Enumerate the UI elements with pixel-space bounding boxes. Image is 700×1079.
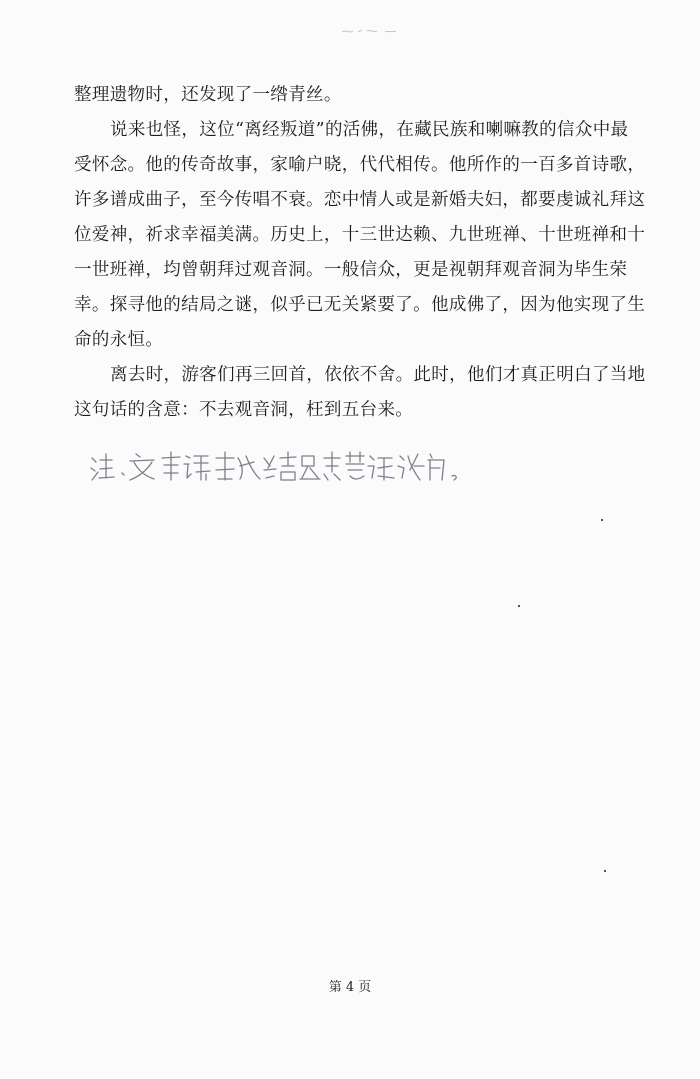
scan-speck [604,870,606,872]
paragraph-line: 离去时，游客们再三回首，依依不舍。此时，他们才真正明白了当地 [110,365,646,385]
faint-header-mark [340,26,400,36]
paragraph-line: 这句话的含意：不去观音洞，枉到五台来。 [74,400,414,420]
paragraph-line: 幸。探寻他的结局之谜，似乎已无关紧要了。他成佛了，因为他实现了生 [74,295,646,315]
paragraph-line: 整理遗物时，还发现了一绺青丝。 [74,85,342,105]
body-text [74,78,646,428]
paragraph-line: 说来也怪，这位“离经叛道”的活佛，在藏民族和喇嘛教的信众中最 [110,120,629,140]
paragraph-line: 一世班禅，均曾朝拜过观音洞。一般信众，更是视朝拜观音洞为毕生荣 [74,260,628,280]
scan-speck [601,519,603,521]
scan-speck [518,605,520,607]
paragraph-line: 许多谱成曲子，至今传唱不衰。恋中情人或是新婚夫妇，都要虔诚礼拜这 [74,190,646,210]
handwritten-note [88,446,468,484]
page-number: 第 4 页 [328,980,372,995]
paragraph-line: 命的永恒。 [74,330,164,350]
paragraph-line: 受怀念。他的传奇故事，家喻户晓，代代相传。他所作的一百多首诗歌， [74,155,646,175]
paragraph-line: 位爱神，祈求幸福美满。历史上，十三世达赖、九世班禅、十世班禅和十 [74,225,646,245]
